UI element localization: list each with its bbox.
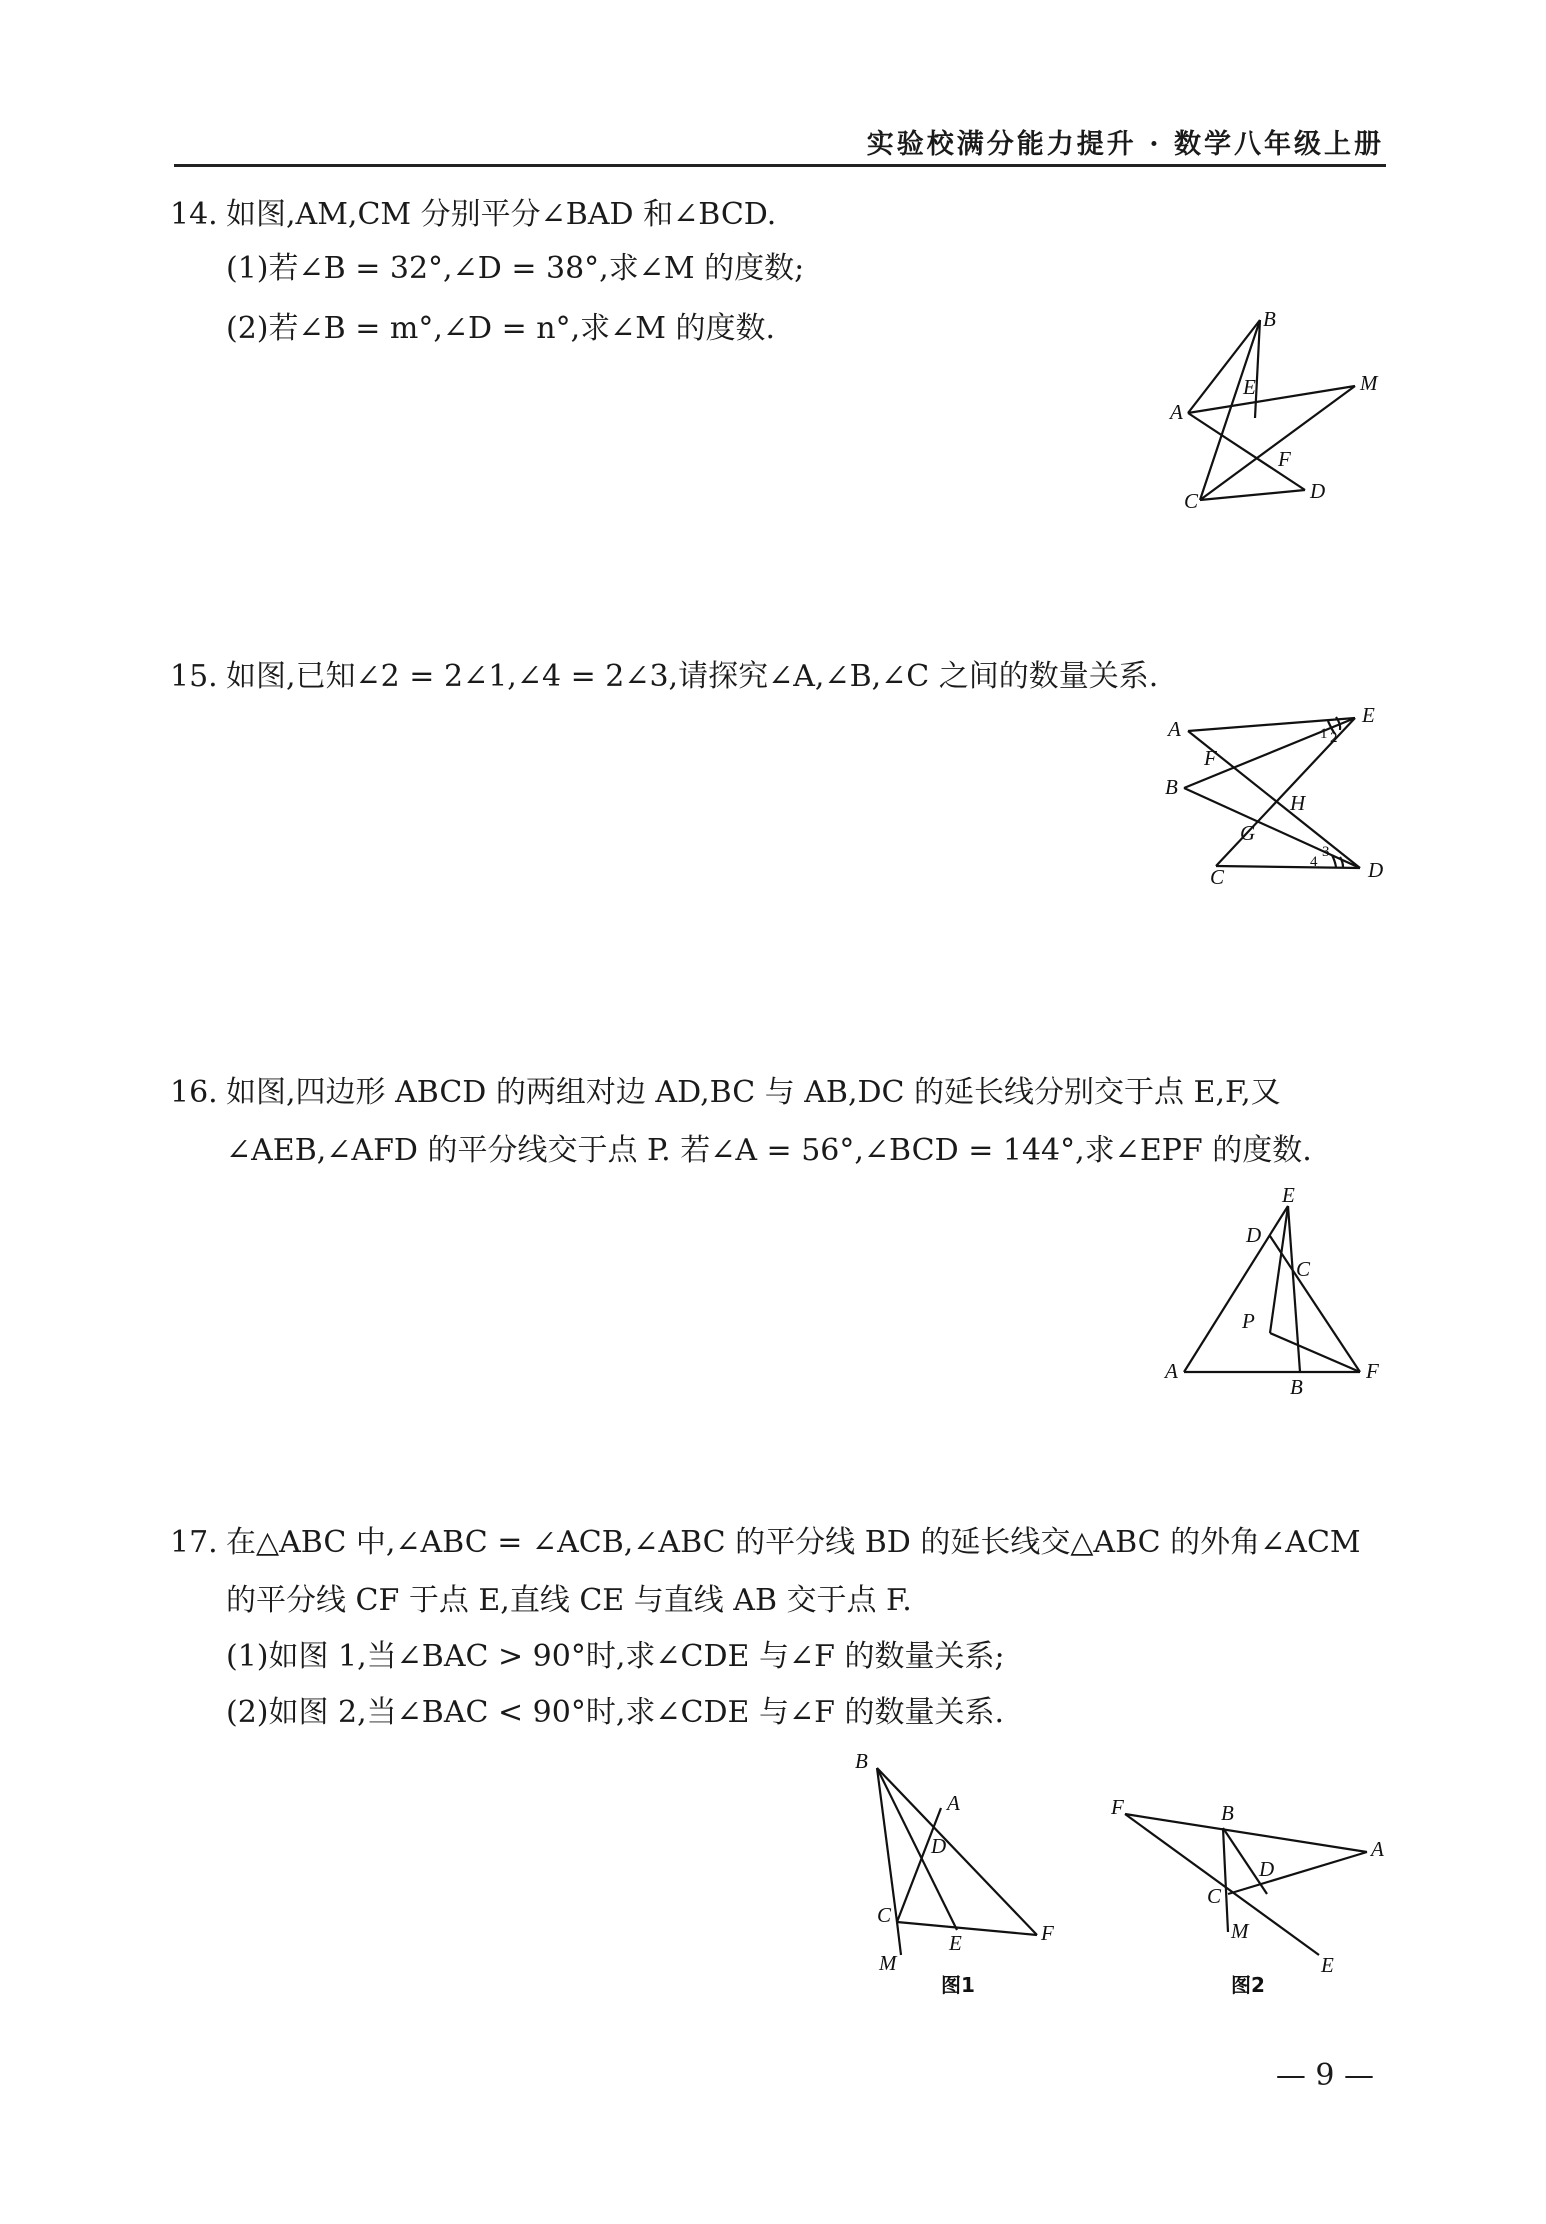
angle-label-2: 2 xyxy=(1330,730,1338,746)
problem-17-line-1: 在△ABC 中,∠ABC = ∠ACB,∠ABC 的平分线 BD 的延长线交△ABC 的外角∠ACM xyxy=(226,1525,1361,1560)
problem-14-part-1: (1)若∠B = 32°,∠D = 38°,求∠M 的度数; xyxy=(226,251,805,286)
label-A: A xyxy=(1371,1837,1384,1861)
problem-14-statement xyxy=(170,196,776,234)
problem-14-line-1: 如图,AM,CM 分别平分∠BAD 和∠BCD. xyxy=(226,197,777,232)
label-C: C xyxy=(1210,865,1225,889)
label-A: A xyxy=(947,1791,960,1815)
line-EP xyxy=(1270,1206,1288,1333)
angle-4-arc xyxy=(1340,857,1343,867)
label-A: A xyxy=(1168,717,1181,741)
line-CA xyxy=(897,1808,941,1922)
header-divider xyxy=(174,164,1386,167)
label-M: M xyxy=(1231,1919,1249,1943)
line-CD xyxy=(1216,866,1360,868)
problem-17-figure-2 xyxy=(1105,1790,1395,2000)
problem-14-number: 14. xyxy=(170,197,218,232)
label-D: D xyxy=(1259,1857,1275,1881)
label-B: B xyxy=(1263,307,1276,331)
label-F: F xyxy=(1041,1921,1054,1945)
problem-16-number: 16. xyxy=(170,1075,218,1110)
figure-1-caption: 图1 xyxy=(941,1973,975,1997)
label-F: F xyxy=(1366,1359,1379,1383)
problem-17-statement xyxy=(170,1524,1361,1562)
page-number: — 9 — xyxy=(1275,2058,1374,2093)
label-D: D xyxy=(1310,479,1326,503)
line-CD xyxy=(1200,490,1305,500)
label-B: B xyxy=(1165,775,1178,799)
label-C: C xyxy=(877,1903,892,1927)
label-A: A xyxy=(1165,1359,1178,1383)
angle-label-4: 4 xyxy=(1310,854,1318,870)
problem-14-part-2: (2)若∠B = m°,∠D = n°,求∠M 的度数. xyxy=(226,311,776,346)
problem-16-figure xyxy=(1160,1180,1400,1400)
line-AM xyxy=(1188,386,1355,413)
line-BM xyxy=(1223,1828,1228,1932)
label-E: E xyxy=(1243,375,1256,399)
label-E: E xyxy=(1321,1953,1334,1977)
label-F: F xyxy=(1204,746,1217,770)
label-B: B xyxy=(1221,1801,1234,1825)
problem-17-number: 17. xyxy=(170,1525,218,1560)
line-CM xyxy=(1200,386,1355,500)
label-F: F xyxy=(1278,447,1291,471)
label-E: E xyxy=(949,1931,962,1955)
label-D: D xyxy=(1246,1223,1262,1247)
label-C: C xyxy=(1184,489,1199,513)
problem-16-line-1: 如图,四边形 ABCD 的两组对边 AD,BC 与 AB,DC 的延长线分别交于点 E,F,又 xyxy=(226,1075,1281,1110)
label-A: A xyxy=(1170,400,1183,424)
problem-15-line-1: 如图,已知∠2 = 2∠1,∠4 = 2∠3,请探究∠A,∠B,∠C 之间的数量关系. xyxy=(226,659,1159,694)
line-AB xyxy=(1188,320,1260,413)
label-D: D xyxy=(1368,858,1384,882)
problem-17-figure-1 xyxy=(845,1750,1085,2000)
line-BC xyxy=(877,1768,897,1922)
line-FA xyxy=(1125,1814,1367,1852)
label-F: F xyxy=(1111,1795,1124,1819)
label-B: B xyxy=(855,1749,868,1773)
running-header: 实验校满分能力提升 · 数学八年级上册 xyxy=(866,129,1384,160)
problem-15-number: 15. xyxy=(170,659,218,694)
line-AE xyxy=(1184,1206,1288,1372)
figure-2-caption: 图2 xyxy=(1231,1973,1265,1997)
problem-16-statement xyxy=(170,1074,1281,1112)
label-E: E xyxy=(1282,1183,1295,1207)
label-M: M xyxy=(879,1951,897,1975)
line-CF xyxy=(897,1922,1037,1935)
problem-16-line-2: ∠AEB,∠AFD 的平分线交于点 P. 若∠A = 56°,∠BCD = 144°,求∠EPF 的度数. xyxy=(226,1133,1312,1168)
problem-15-statement xyxy=(170,658,1158,696)
angle-label-3: 3 xyxy=(1322,844,1330,860)
problem-15-figure xyxy=(1160,703,1400,891)
label-D: D xyxy=(931,1834,947,1858)
problem-17-line-2: 的平分线 CF 于点 E,直线 CE 与直线 AB 交于点 F. xyxy=(226,1583,912,1618)
line-FE xyxy=(1125,1814,1319,1955)
label-E: E xyxy=(1362,703,1375,727)
label-C: C xyxy=(1296,1257,1311,1281)
label-C: C xyxy=(1207,1884,1222,1908)
problem-17-part-2: (2)如图 2,当∠BAC < 90°时,求∠CDE 与∠F 的数量关系. xyxy=(226,1695,1004,1730)
label-P: P xyxy=(1242,1309,1255,1333)
line-EB xyxy=(1288,1206,1300,1372)
line-CM xyxy=(897,1922,901,1955)
label-M: M xyxy=(1360,371,1378,395)
label-B: B xyxy=(1290,1375,1303,1399)
line-CA xyxy=(1228,1852,1367,1894)
problem-14-figure xyxy=(1160,300,1400,530)
problem-17-part-1: (1)如图 1,当∠BAC > 90°时,求∠CDE 与∠F 的数量关系; xyxy=(226,1639,1005,1674)
angle-label-1: 1 xyxy=(1320,726,1328,742)
label-G: G xyxy=(1240,821,1256,845)
label-H: H xyxy=(1290,791,1306,815)
